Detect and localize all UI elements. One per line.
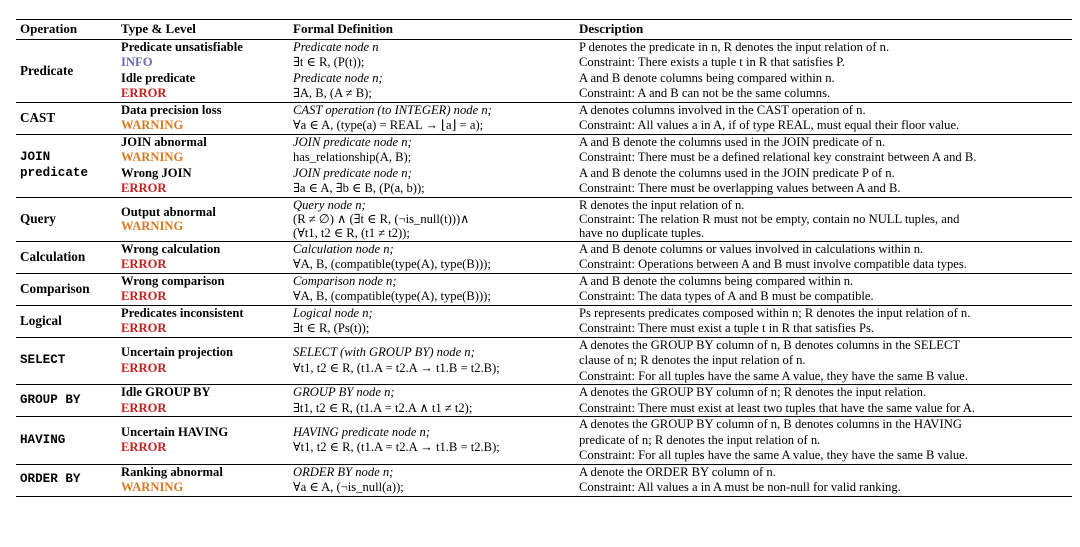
description-line: P denotes the predicate in n, R denotes the input relation of n. bbox=[579, 39, 890, 54]
operation-cell bbox=[16, 385, 117, 417]
operation-label: predicate bbox=[20, 165, 89, 180]
type-level-cell bbox=[117, 241, 289, 273]
formula-line: ∃a ∈ A, ∃b ∈ B, (P(a, b)); bbox=[293, 181, 425, 195]
table-row bbox=[16, 337, 1072, 385]
formal-definition-cell bbox=[289, 166, 575, 198]
formula-line: has_relationship(A, B); bbox=[293, 150, 412, 164]
node-definition: SELECT (with GROUP BY) node n; bbox=[293, 345, 475, 360]
operation-label: Calculation bbox=[20, 249, 86, 265]
type-level-cell bbox=[117, 305, 289, 337]
severity-level: ERROR bbox=[121, 360, 167, 375]
rule-type-name: Ranking abnormal bbox=[121, 464, 223, 479]
formal-definition-cell bbox=[289, 417, 575, 465]
description-line: Constraint: There exists a tuple t in R that satisfies P. bbox=[579, 55, 845, 69]
rule-type-name: Idle predicate bbox=[121, 70, 196, 85]
type-level-cell bbox=[117, 197, 289, 241]
type-level-cell bbox=[117, 464, 289, 496]
operation-cell bbox=[16, 197, 117, 241]
description-line: Constraint: All values a in A must be non-null for valid ranking. bbox=[579, 480, 901, 495]
rule-type-name: JOIN abnormal bbox=[121, 134, 207, 149]
severity-level: INFO bbox=[121, 55, 153, 69]
formula-line: ∀A, B, (compatible(type(A), type(B))); bbox=[293, 289, 491, 304]
description-line: A denotes the GROUP BY column of n; R denotes the input relation. bbox=[579, 385, 927, 400]
description-cell bbox=[575, 241, 1072, 273]
header-formal-definition: Formal Definition bbox=[289, 20, 575, 40]
operation-cell bbox=[16, 305, 117, 337]
formula-line: (∀t1, t2 ∈ R, (t1 ≠ t2)); bbox=[293, 226, 410, 241]
description-cell bbox=[575, 102, 1072, 134]
type-level-cell bbox=[117, 71, 289, 103]
operation-cell bbox=[16, 417, 117, 465]
description-cell bbox=[575, 166, 1072, 198]
description-line: Constraint: For all tuples have the same A value, they have the same B value. bbox=[579, 368, 968, 383]
node-definition: Query node n; bbox=[293, 197, 366, 212]
operation-label: Logical bbox=[20, 313, 62, 329]
formal-definition-cell bbox=[289, 273, 575, 305]
operation-label: Query bbox=[20, 210, 56, 226]
formal-definition-cell bbox=[289, 337, 575, 385]
description-cell bbox=[575, 273, 1072, 305]
severity-level: WARNING bbox=[121, 480, 184, 495]
description-line: Constraint: The relation R must not be empty, contain no NULL tuples, and bbox=[579, 211, 960, 226]
severity-level: ERROR bbox=[121, 181, 167, 195]
formula-line: ∀a ∈ A, (¬is_null(a)); bbox=[293, 480, 404, 495]
rule-table bbox=[16, 19, 1072, 497]
description-line: Constraint: There must exist a tuple t in R that satisfies Ps. bbox=[579, 321, 874, 336]
description-cell bbox=[575, 464, 1072, 496]
table-row bbox=[16, 417, 1072, 465]
node-definition: Comparison node n; bbox=[293, 273, 397, 288]
operation-label: GROUP BY bbox=[20, 392, 81, 407]
description-line: Constraint: A and B can not be the same columns. bbox=[579, 86, 831, 100]
formal-definition-cell bbox=[289, 134, 575, 166]
description-line: Constraint: For all tuples have the same A value, they have the same B value. bbox=[579, 448, 968, 463]
severity-level: ERROR bbox=[121, 440, 167, 455]
operation-label: SELECT bbox=[20, 353, 66, 368]
table-body bbox=[16, 39, 1072, 496]
node-definition: JOIN predicate node n; bbox=[293, 134, 412, 149]
formal-definition-cell bbox=[289, 39, 575, 71]
operation-cell bbox=[16, 39, 117, 102]
type-level-cell bbox=[117, 385, 289, 417]
header-operation: Operation bbox=[16, 20, 117, 40]
description-line: A and B denote the columns being compared within n. bbox=[579, 273, 854, 288]
operation-cell bbox=[16, 241, 117, 273]
description-cell bbox=[575, 385, 1072, 417]
severity-level: WARNING bbox=[121, 219, 184, 234]
description-line: A and B denote the columns used in the JOIN predicate of n. bbox=[579, 134, 886, 149]
severity-level: ERROR bbox=[121, 321, 167, 336]
description-line: A denotes columns involved in the CAST operation of n. bbox=[579, 102, 866, 117]
description-cell bbox=[575, 197, 1072, 241]
severity-level: ERROR bbox=[121, 289, 167, 304]
severity-level: ERROR bbox=[121, 400, 167, 415]
formal-definition-cell bbox=[289, 305, 575, 337]
operation-label: HAVING bbox=[20, 432, 66, 447]
description-cell bbox=[575, 39, 1072, 71]
type-level-cell bbox=[117, 134, 289, 166]
operation-label: JOIN bbox=[20, 150, 51, 164]
operation-cell bbox=[16, 273, 117, 305]
severity-level: WARNING bbox=[121, 118, 184, 132]
header-row bbox=[16, 20, 1072, 40]
node-definition: GROUP BY node n; bbox=[293, 385, 395, 400]
table-row bbox=[16, 39, 1072, 71]
node-definition: Calculation node n; bbox=[293, 241, 394, 256]
description-cell bbox=[575, 71, 1072, 103]
description-line: predicate of n; R denotes the input relation of n. bbox=[579, 432, 821, 447]
description-line: Constraint: There must be overlapping values between A and B. bbox=[579, 181, 901, 195]
table-row bbox=[16, 197, 1072, 241]
operation-cell bbox=[16, 102, 117, 134]
table-row bbox=[16, 273, 1072, 305]
rule-type-name: Uncertain projection bbox=[121, 345, 234, 360]
rule-type-name: Predicate unsatisfiable bbox=[121, 39, 243, 54]
type-level-cell bbox=[117, 102, 289, 134]
operation-label: Predicate bbox=[20, 62, 74, 78]
table-row bbox=[16, 134, 1072, 166]
formal-definition-cell bbox=[289, 71, 575, 103]
type-level-cell bbox=[117, 39, 289, 71]
header-description: Description bbox=[575, 20, 1072, 40]
operation-cell bbox=[16, 134, 117, 197]
description-cell bbox=[575, 134, 1072, 166]
severity-level: ERROR bbox=[121, 257, 167, 272]
formula-line: ∃t1, t2 ∈ R, (t1.A = t2.A ∧ t1 ≠ t2); bbox=[293, 400, 473, 415]
rule-type-name: Idle GROUP BY bbox=[121, 385, 211, 400]
type-level-cell bbox=[117, 417, 289, 465]
table-row bbox=[16, 102, 1072, 134]
node-definition: JOIN predicate node n; bbox=[293, 165, 412, 180]
severity-level: ERROR bbox=[121, 86, 167, 100]
table-row bbox=[16, 241, 1072, 273]
formal-definition-cell bbox=[289, 385, 575, 417]
rule-type-name: Predicates inconsistent bbox=[121, 305, 244, 320]
formula-line: ∃A, B, (A ≠ B); bbox=[293, 86, 372, 100]
description-line: Constraint: All values a in A, if of type REAL, must equal their floor value. bbox=[579, 118, 960, 132]
description-line: R denotes the input relation of n. bbox=[579, 197, 745, 212]
formula-line: ∀a ∈ A, (type(a) = REAL → ⌊a⌋ = a); bbox=[293, 118, 484, 132]
formal-definition-cell bbox=[289, 197, 575, 241]
header-type-level: Type & Level bbox=[117, 20, 289, 40]
formula-line: ∃t ∈ R, (P(t)); bbox=[293, 55, 365, 69]
formal-definition-cell bbox=[289, 241, 575, 273]
operation-label: Comparison bbox=[20, 281, 90, 297]
formal-definition-cell bbox=[289, 102, 575, 134]
description-line: Constraint: There must exist at least two tuples that have the same value for A. bbox=[579, 400, 976, 415]
rule-type-name: Data precision loss bbox=[121, 102, 222, 117]
table-row bbox=[16, 464, 1072, 496]
description-cell bbox=[575, 305, 1072, 337]
operation-label: ORDER BY bbox=[20, 472, 81, 487]
description-line: A denote the ORDER BY column of n. bbox=[579, 464, 776, 479]
operation-label: CAST bbox=[20, 110, 56, 126]
table-row bbox=[16, 166, 1072, 198]
description-line: A and B denote columns being compared within n. bbox=[579, 70, 835, 85]
rule-type-name: Wrong calculation bbox=[121, 241, 221, 256]
node-definition: Predicate node n; bbox=[293, 70, 383, 85]
formula-line: ∃t ∈ R, (Ps(t)); bbox=[293, 321, 370, 336]
description-line: Constraint: The data types of A and B must be compatible. bbox=[579, 289, 874, 304]
table-row bbox=[16, 71, 1072, 103]
operation-cell bbox=[16, 464, 117, 496]
description-line: clause of n; R denotes the input relation of n. bbox=[579, 353, 806, 368]
description-line: have no duplicate tuples. bbox=[579, 226, 705, 241]
rule-type-name: Uncertain HAVING bbox=[121, 424, 229, 439]
description-cell bbox=[575, 337, 1072, 385]
severity-level: WARNING bbox=[121, 150, 184, 164]
table-row bbox=[16, 385, 1072, 417]
node-definition: ORDER BY node n; bbox=[293, 464, 394, 479]
type-level-cell bbox=[117, 273, 289, 305]
description-line: Constraint: There must be a defined relational key constraint between A and B. bbox=[579, 150, 977, 164]
description-cell bbox=[575, 417, 1072, 465]
description-line: Constraint: Operations between A and B must involve compatible data types. bbox=[579, 257, 967, 272]
description-line: A and B denote the columns used in the JOIN predicate P of n. bbox=[579, 165, 895, 180]
node-definition: Logical node n; bbox=[293, 305, 373, 320]
rule-type-name: Wrong JOIN bbox=[121, 165, 192, 180]
type-level-cell bbox=[117, 166, 289, 198]
formal-definition-cell bbox=[289, 464, 575, 496]
formula-line: ∀A, B, (compatible(type(A), type(B))); bbox=[293, 257, 491, 272]
description-line: A denotes the GROUP BY column of n, B denotes columns in the HAVING bbox=[579, 417, 962, 432]
formula-line: (R ≠ ∅) ∧ (∃t ∈ R, (¬is_null(t)))∧ bbox=[293, 211, 470, 226]
node-definition: HAVING predicate node n; bbox=[293, 424, 431, 439]
formula-line: ∀t1, t2 ∈ R, (t1.A = t2.A → t1.B = t2.B); bbox=[293, 360, 500, 375]
formula-line: ∀t1, t2 ∈ R, (t1.A = t2.A → t1.B = t2.B); bbox=[293, 440, 500, 455]
description-line: A denotes the GROUP BY column of n, B denotes columns in the SELECT bbox=[579, 337, 961, 352]
table-row bbox=[16, 305, 1072, 337]
node-definition: Predicate node n bbox=[293, 39, 379, 54]
description-line: A and B denote columns or values involved in calculations within n. bbox=[579, 241, 924, 256]
type-level-cell bbox=[117, 337, 289, 385]
node-definition: CAST operation (to INTEGER) node n; bbox=[293, 102, 492, 117]
rule-type-name: Wrong comparison bbox=[121, 273, 225, 288]
operation-cell bbox=[16, 337, 117, 385]
rule-type-name: Output abnormal bbox=[121, 204, 216, 219]
description-line: Ps represents predicates composed within n; R denotes the input relation of n. bbox=[579, 305, 971, 320]
